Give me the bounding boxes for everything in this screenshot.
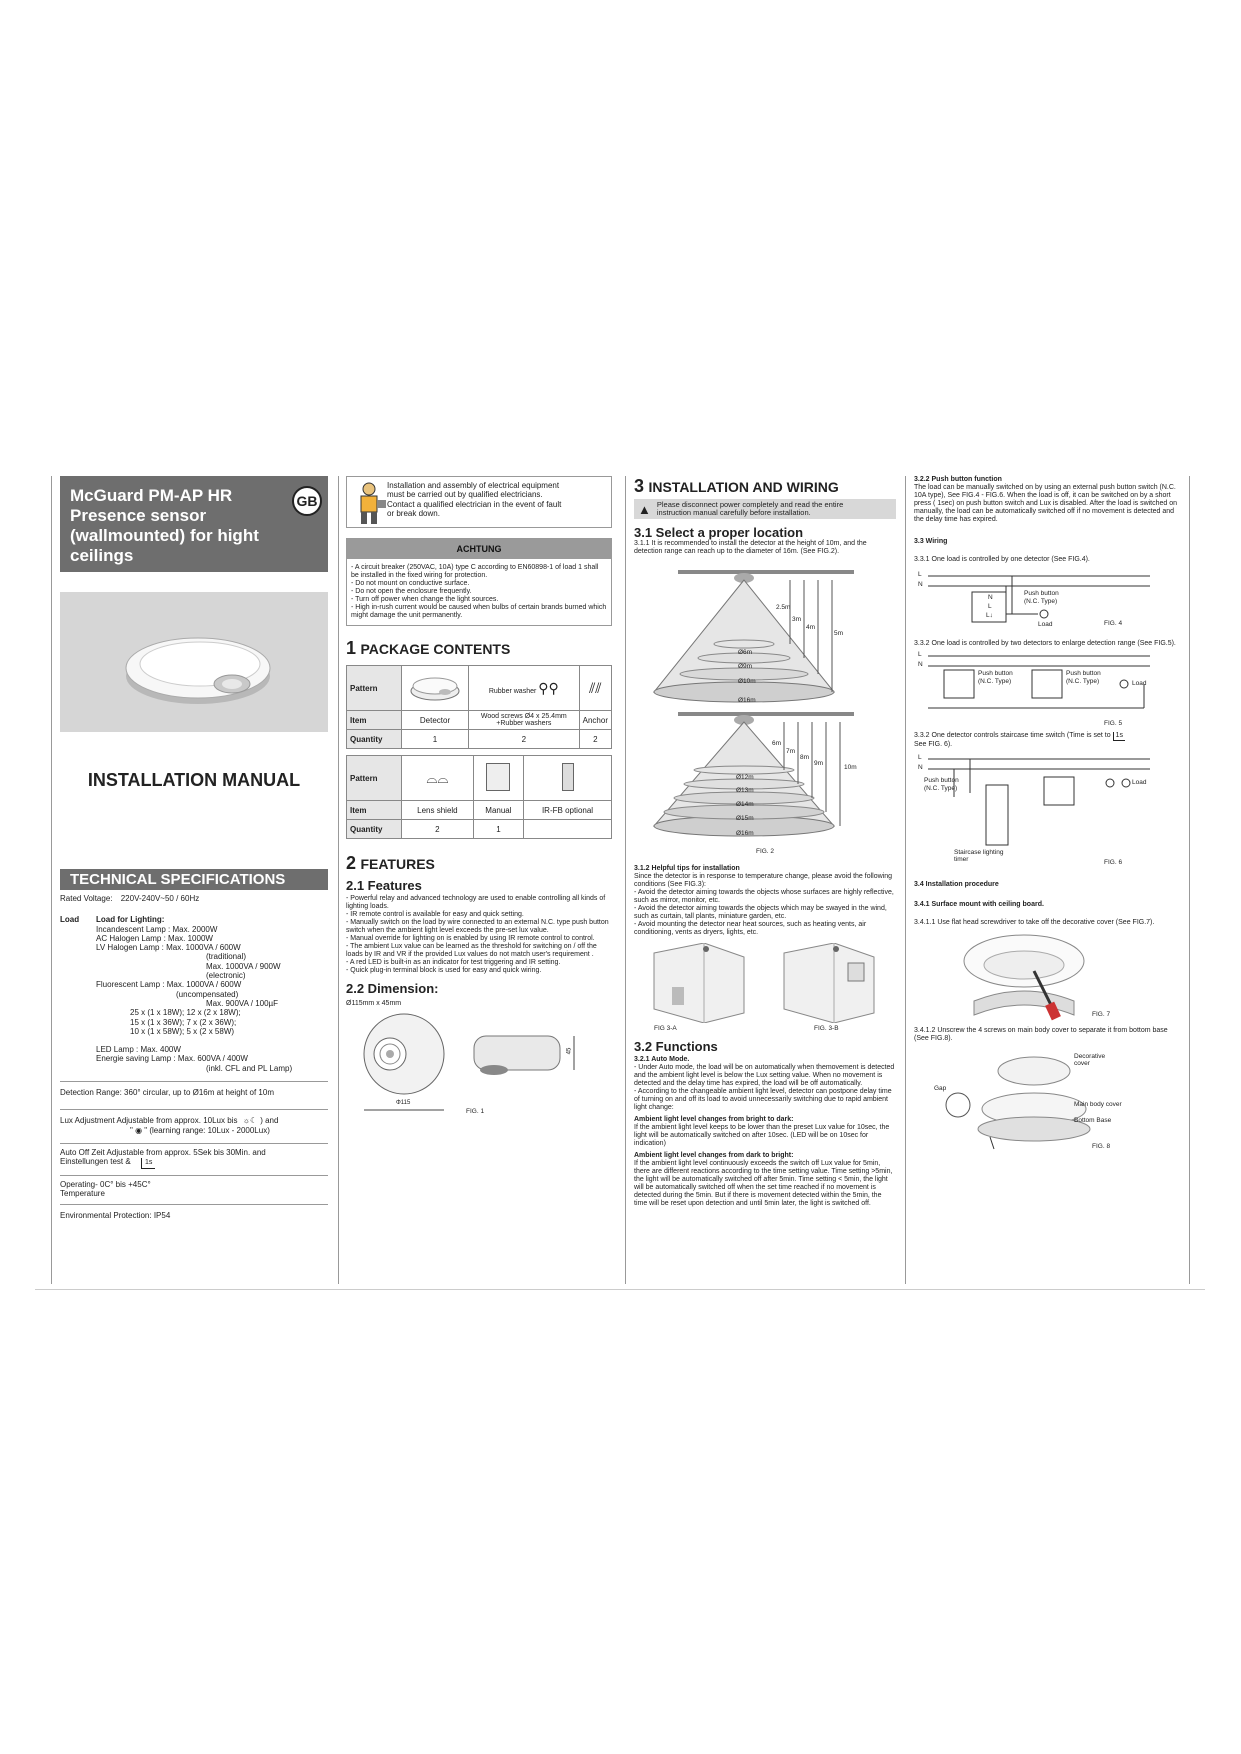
detection-range: Detection Range: 360° circular, up to Ø16m at height of 10m [60, 1088, 274, 1098]
warning-line: Please disconnect power completely and read the entire [656, 500, 844, 509]
quantity-cell: 2 [402, 820, 474, 839]
push-button-label: Push button [924, 777, 959, 784]
push-button-label: Push button [1066, 670, 1101, 677]
tips [634, 865, 896, 937]
warning-line: or break down. [387, 508, 440, 518]
wiring-text-2: 3.3.2 One load is controlled by two detectors to enlarge detection range (See FIG.5). [914, 640, 1176, 647]
rated-voltage-value: 220V-240V~50 / 60Hz [120, 894, 200, 903]
main-body-cover-label: Main body cover [1074, 1101, 1122, 1108]
tip-line: Since the detector is in response to temperature change, please avoid the following conditions (See FIG.3): [634, 873, 892, 888]
fig8 [914, 1047, 1180, 1157]
room-illustrations [634, 943, 896, 1023]
push-text: The load can be manually switched on by using an external push button switch (N.C. 10A type), See FIG.4 - FIG.6. When the load is off, it can be switched on by a short press ( 1sec) on push button switch and Lux is disabled. After the load is switched on manually, the load can be automatically switched off if no movement is detected and the delay time has expired. [914, 484, 1178, 523]
rule [60, 1204, 328, 1205]
auto-off-line2: Einstellungen test & [60, 1157, 131, 1167]
remote-icon [562, 763, 574, 791]
title-line: ceilings [70, 546, 134, 565]
fig1-caption: FIG. 1 [466, 1108, 485, 1115]
detector-illustration [60, 592, 328, 732]
load-line: Fluorescent Lamp : Max. 1000VA / 600W [96, 980, 242, 990]
functions-body [634, 1056, 896, 1208]
fig7-illustration [914, 931, 1180, 1021]
wiring-text-3b: See FIG. 6). [914, 741, 953, 748]
manual-image [473, 756, 523, 801]
load-line: Energie saving Lamp : Max. 600VA / 400W [96, 1054, 248, 1064]
quantity-cell [524, 820, 612, 839]
wire-L-label: L [918, 651, 922, 658]
dimension-drawing [346, 1012, 612, 1122]
push-heading: 3.2.2 Push button function [914, 476, 1002, 483]
title-line: (wallmounted) for hight [70, 526, 259, 545]
terminal-label: N [988, 594, 993, 601]
lux-line1-end: ) and [260, 1116, 279, 1126]
load-line: AC Halogen Lamp : Max. 1000W [96, 933, 213, 943]
rule [60, 1175, 328, 1176]
push-button-label: Push button [1024, 590, 1059, 597]
rule [60, 1081, 328, 1082]
fig2-height-label: 9m [814, 760, 824, 767]
column-3 [634, 476, 896, 1284]
fig2-diameter-label: Ø6m [738, 649, 753, 656]
load-line: 25 x (1 x 18W); 12 x (2 x 18W); [130, 1008, 241, 1018]
wiring-text-3 [914, 732, 1180, 749]
fig2-diameter-label: Ø9m [738, 663, 753, 670]
features-heading [346, 853, 612, 874]
location-text: 3.1.1 It is recommended to install the detector at the height of 10m, and the detection range can reach up to the diameter of 16m. (See FIG.2). [634, 540, 867, 555]
fig5 [914, 650, 1180, 728]
item-cell: Manual [473, 801, 523, 820]
fig2-diameter-label: Ø12m [736, 774, 754, 781]
features-list [346, 895, 612, 975]
package-heading-num: 1 [346, 638, 357, 658]
achtung-item: - Do not open the enclosure frequently. [351, 588, 472, 595]
auto-mode-line: - Under Auto mode, the load will be on automatically when themovement is detected and the ambient light level is below the Lux setting value. When no movement is detected and the delay time has expired, the load will be off automatically. [634, 1064, 895, 1087]
fig7 [914, 931, 1180, 1021]
package-heading-text: PACKAGE CONTENTS [360, 641, 511, 657]
lens-shield-icon: ⌓⌓ [426, 769, 449, 786]
feature-item: - The ambient Lux value can be learned as the threshold for switching on / off the loads by IR and VR if the provided Lux values do not match user's requirement . [346, 943, 597, 958]
dim-height-label: 45 [566, 1047, 573, 1055]
load-line: LV Halogen Lamp : Max. 1000VA / 600W [96, 943, 241, 953]
quantity-cell: 2 [469, 730, 580, 749]
load-label: Load [1038, 621, 1053, 628]
fig2-height-label: 5m [834, 630, 844, 637]
bright-dark-heading: Ambient light level changes from bright to dark: [634, 1116, 794, 1123]
warning-text [387, 481, 561, 518]
fig6 [914, 753, 1180, 871]
detector-image [402, 666, 469, 711]
item-cell: Detector [402, 711, 469, 730]
wire-N-label: N [918, 581, 923, 588]
rubber-washer-label: Rubber washer [488, 687, 537, 695]
bottom-base-label: Bottom Base [1074, 1117, 1112, 1124]
operating-line1: Operating- 0C° bis +45C° [60, 1179, 151, 1189]
achtung-list [347, 559, 611, 625]
divider-2 [338, 476, 339, 1284]
fig6-caption: FIG. 6 [1104, 859, 1123, 866]
achtung-box [346, 538, 612, 626]
quantity-cell: 1 [402, 730, 469, 749]
package-table-2 [346, 755, 612, 839]
feature-item: - Quick plug-in terminal block is used for easy and quick wiring. [346, 967, 542, 974]
bright-dark-text: If the ambient light level keeps to be lower than the preset Lux value for 10sec, the light will be automatically switched on after 10sec. (LED will be on 10sec for indication) [634, 1124, 890, 1147]
load-line: Load for Lighting: [96, 915, 165, 925]
warning-line: Installation and assembly of electrical equipment [387, 481, 560, 490]
fig2-diameter-label: Ø16m [736, 830, 754, 837]
rated-voltage [60, 894, 328, 903]
operating-line2: Temperature [60, 1188, 105, 1198]
bottom-rule [35, 1289, 1205, 1290]
features-subheading: 2.1 Features [346, 878, 422, 893]
load-line: (traditional) [206, 952, 247, 962]
auto-mode-heading: 3.2.1 Auto Mode. [634, 1056, 690, 1063]
wire-L-label: L [918, 754, 922, 761]
dim-width-label: Φ115 [396, 1100, 411, 1106]
achtung-item: - Turn off power when change the light sources. [351, 596, 499, 603]
installation-text: INSTALLATION AND WIRING [648, 479, 839, 495]
operating-temp [60, 1180, 328, 1199]
title-line: Presence sensor [70, 506, 207, 525]
achtung-item: - A circuit breaker (250VAC, 10A) type C according to EN60898-1 of load 1 shall be installed in the fixed wiring for protection. [351, 564, 599, 579]
lux-line1: Lux Adjustment Adjustable from approx. 10Lux bis [60, 1116, 238, 1126]
column-4 [914, 476, 1180, 1284]
wire-N-label: N [918, 661, 923, 668]
wiring-heading: 3.3 Wiring [914, 538, 948, 545]
fig8-illustration [914, 1047, 1180, 1151]
fig2 [634, 564, 896, 846]
load-line: Incandescent Lamp : Max. 2000W [96, 924, 218, 934]
installation-heading [634, 476, 896, 497]
learn-icon: " ◉ " [130, 1125, 148, 1135]
feature-item: - Powerful relay and advanced technology are used to enable controlling all kinds of lighting loads. [346, 895, 606, 910]
load-line: (uncompensated) [176, 989, 239, 999]
load-line: (inkl. CFL and PL Lamp) [206, 1063, 293, 1073]
lens-shield-image [402, 756, 474, 801]
column-1 [60, 476, 328, 1284]
fig2-height-label: 7m [786, 748, 796, 755]
achtung-item: - High in-rush current would be caused when bulbs of certain brands burned which might damage the unit permanently. [351, 604, 607, 619]
fig1-drawing [346, 1012, 612, 1122]
env-protection: Environmental Protection: IP54 [60, 1211, 171, 1221]
features-text: FEATURES [360, 856, 435, 872]
item-cell: Lens shield [402, 801, 474, 820]
nc-type-label: (N.C. Type) [1066, 678, 1100, 685]
fig2-diameter-label: Ø10m [738, 678, 756, 685]
product-title [70, 486, 322, 566]
item-cell: IR-FB optional [524, 801, 612, 820]
load-line: 15 x (1 x 36W); 7 x (2 x 36W); [130, 1017, 237, 1027]
feature-item: - Manually switch on the load by wire connected to an external N.C. type push button switch when the ambient light level exceeds the pre-set lux value. [346, 919, 609, 934]
warning-box [346, 476, 612, 528]
package-heading [346, 638, 612, 659]
fig7-caption: FIG. 7 [1092, 1011, 1111, 1018]
remote-image [524, 756, 612, 801]
fig2-diameter-label: Ø16m [738, 697, 756, 704]
rated-voltage-label: Rated Voltage: [60, 894, 113, 903]
divider-1 [51, 476, 52, 1284]
terminal-label: L↓ [986, 612, 993, 619]
rule [60, 1143, 328, 1144]
load-line: Max. 900VA / 100µF [206, 998, 279, 1008]
fig2-height-label: 4m [806, 624, 816, 631]
anchor-image [579, 666, 611, 711]
fig3 [634, 943, 896, 1035]
tips-heading: 3.1.2 Helpful tips for installation [634, 865, 740, 872]
fig3b-caption: FIG. 3-B [814, 1025, 839, 1032]
tip-line: - Avoid the detector aiming towards the objects which may be swayed in the wind, such as curtain, tall plants, miniature garden, etc. [634, 905, 887, 920]
feature-item: - Manual override for lighting on is enabled by using IR remote control to control. [346, 935, 595, 942]
surface-heading: 3.4.1 Surface mount with ceiling board. [914, 901, 1044, 908]
dark-bright-heading: Ambient light level changes from dark to bright: [634, 1152, 794, 1159]
fig2-height-label: 6m [772, 740, 782, 747]
gb-badge: GB [292, 486, 322, 516]
load-lines [96, 915, 292, 1073]
rule [60, 1109, 328, 1110]
column-2 [346, 476, 612, 1284]
fig2-diameter-label: Ø15m [736, 815, 754, 822]
gap-label: Gap [934, 1085, 947, 1092]
anchor-icon: ⫽⫽ [589, 679, 602, 696]
achtung-item: - Do not mount on conductive surface. [351, 580, 470, 587]
location-heading: 3.1 Select a proper location [634, 525, 804, 540]
nc-type-label: (N.C. Type) [1024, 598, 1058, 605]
fig2-height-label: 2.5m [776, 604, 791, 611]
sun-moon-icon: ☼☾ [242, 1116, 258, 1126]
load-line: 10 x (1 x 58W); 5 x (2 x 58W) [130, 1026, 235, 1036]
warning-line: must be carried out by qualified electricians. [387, 490, 543, 500]
fig2-diameter-label: Ø13m [736, 787, 754, 794]
wiring-diagram-6 [914, 753, 1180, 861]
load-label: Load [1132, 779, 1147, 786]
pattern-label: Pattern [347, 666, 402, 711]
pulse-symbol: 1s [141, 1158, 155, 1168]
load-label: Load [60, 915, 80, 925]
load-line: LED Lamp : Max. 400W [96, 1045, 181, 1055]
manual-title: INSTALLATION MANUAL [87, 770, 301, 790]
wiring-text-3a: 3.3.2 One detector controls staircase time switch (Time is set to [914, 732, 1111, 739]
step-2: 3.4.1.2 Unscrew the 4 screws on main body cover to separate it from bottom base (See FIG.8). [914, 1027, 1168, 1042]
decorative-cover-label: Decorative cover [1074, 1053, 1106, 1067]
title-banner [60, 476, 328, 572]
pattern-label: Pattern [347, 756, 402, 801]
quantity-label: Quantity [347, 730, 402, 749]
item-label: Item [347, 711, 402, 730]
wire-N-label: N [918, 764, 923, 771]
load-line: (electronic) [206, 971, 246, 981]
nc-type-label: (N.C. Type) [978, 678, 1012, 685]
load-label: Load [1132, 680, 1147, 687]
installation-num: 3 [634, 476, 645, 496]
divider-5 [1189, 476, 1190, 1284]
feature-item: - A red LED is built-in as an indicator for test triggering and IR setting. [346, 959, 561, 966]
product-photo [60, 592, 328, 732]
fig5-caption: FIG. 5 [1104, 720, 1123, 727]
features-num: 2 [346, 853, 357, 873]
quantity-label: Quantity [347, 820, 402, 839]
lux-adjustment [60, 1116, 328, 1135]
auto-off-line1: Auto Off Zeit Adjustable from approx. 5Sek bis 30Min. and [60, 1147, 266, 1157]
nc-type-label: (N.C. Type) [924, 785, 958, 792]
auto-off [60, 1148, 328, 1169]
push-button-label: Push button [978, 670, 1013, 677]
dimension-heading: 2.2 Dimension: [346, 981, 439, 996]
load-spec [60, 915, 328, 1073]
electrician-icon [351, 480, 387, 526]
achtung-heading: ACHTUNG [347, 539, 611, 559]
warning-triangle-icon: ▲ [638, 501, 651, 517]
item-cell: Anchor [579, 711, 611, 730]
wire-L-label: L [918, 571, 922, 578]
fig2-height-label: 3m [792, 616, 802, 623]
title-line: McGuard PM-AP HR [70, 486, 233, 505]
fig2-height-label: 8m [800, 754, 810, 761]
fig3a-caption: FIG 3-A [654, 1025, 677, 1032]
warning-line: instruction manual carefully before installation. [656, 508, 811, 517]
tip-line: - Avoid mounting the detector near heat sources, such as heating vents, air conditioning, vents as dryers, lights, etc. [634, 921, 867, 936]
fig2-diameter-label: Ø14m [736, 801, 754, 808]
fig4-caption: FIG. 4 [1104, 620, 1123, 627]
disconnect-warning [634, 499, 896, 519]
detection-cone-diagram [634, 564, 896, 846]
tech-spec-heading: TECHNICAL SPECIFICATIONS [60, 869, 328, 890]
procedure-heading: 3.4 Installation procedure [914, 881, 999, 888]
fig4 [914, 570, 1180, 632]
dark-bright-text: If the ambient light level continuously exceeds the switch off Lux value for 5min, there are different reactions according to the time setting value. Time setting >5min, the light will be automatically switched off after 5min. Time setting < 5min, the light will be automatically switched off when the set time reached if no movement is detected during the 5min. But if there is movement detected within the 5min, the time will be reset upon detection and until 5min later, the light is switched off. [634, 1160, 893, 1207]
load-line [96, 1036, 292, 1045]
load-line: Max. 1000VA / 900W [206, 961, 281, 971]
push-button-section [914, 476, 1180, 524]
step-1: 3.4.1.1 Use flat head screwdriver to take off the decorative cover (See FIG.7). [914, 919, 1155, 926]
dimension-value: Ø115mm x 45mm [346, 1000, 402, 1007]
fig8-caption: FIG. 8 [1092, 1143, 1111, 1150]
item-label: Item [347, 801, 402, 820]
quantity-cell: 1 [473, 820, 523, 839]
tip-line: - Avoid the detector aiming towards the objects whose surfaces are highly reflective, such as mirror, monitor, etc. [634, 889, 894, 904]
screws-image [469, 666, 580, 711]
package-table-1 [346, 665, 612, 749]
wiring-text-1: 3.3.1 One load is controlled by one detector (See FIG.4). [914, 556, 1090, 563]
lux-line2: (learning range: 10Lux - 2000Lux) [149, 1125, 270, 1135]
fig2-height-label: 10m [844, 764, 857, 771]
divider-3 [625, 476, 626, 1284]
staircase-timer-label: Staircase lighting timer [954, 849, 1004, 863]
divider-4 [905, 476, 906, 1284]
feature-item: - IR remote control is available for easy and quick setting. [346, 911, 524, 918]
pulse-symbol: 1s [1113, 732, 1125, 741]
quantity-cell: 2 [579, 730, 611, 749]
functions-heading: 3.2 Functions [634, 1039, 718, 1054]
terminal-label: L [988, 603, 992, 610]
auto-mode-line: - According to the changeable ambient light level, detector can postpone delay time of turning on and off its load to avoid unnecessarily switching due to rapid ambient light change: [634, 1088, 892, 1111]
manual-icon [486, 763, 510, 791]
fig2-caption: FIG. 2 [755, 848, 775, 855]
item-cell: Wood screws Ø4 x 25.4mm +Rubber washers [469, 711, 580, 730]
screw-icon: ⚲⚲ [538, 679, 559, 696]
warning-line: Contact a qualified electrician in the event of fault [387, 499, 562, 509]
